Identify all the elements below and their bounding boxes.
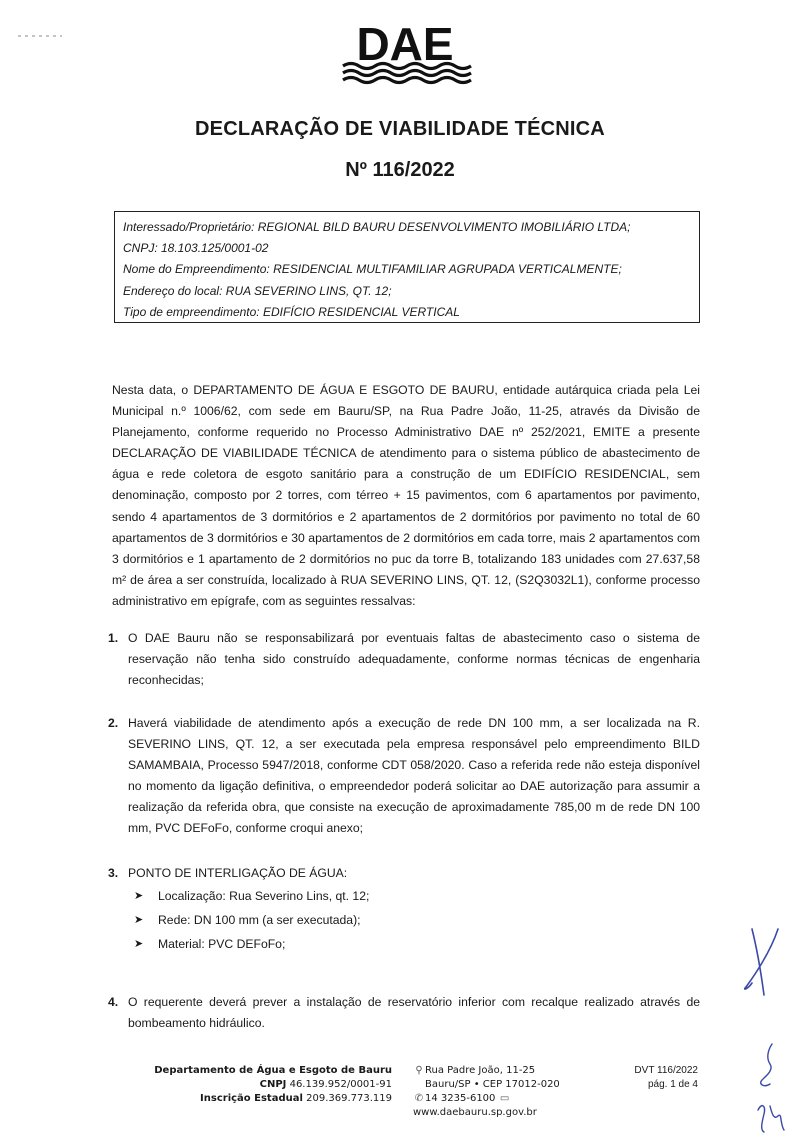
tipo-line: Tipo de empreendimento: EDIFÍCIO RESIDENCIAL VERTICAL (123, 304, 460, 319)
location-pin-icon: ⚲ (415, 1065, 423, 1076)
empreendimento-line: Nome do Empreendimento: RESIDENCIAL MULTIFAMILIAR AGRUPADA VERTICALMENTE; (123, 262, 622, 277)
footer-page-info (600, 1064, 698, 1092)
footer-website[interactable]: www.daebauru.sp.gov.br (413, 1107, 537, 1118)
item-text: O DAE Bauru não se responsabilizará por eventuais faltas de abastecimento caso o sistema de reservação não tenha sido construído adequadamente, conforme normas técnicas de engenharia reconhecidas; (128, 631, 700, 688)
footer-contact (413, 1064, 613, 1120)
document-number: Nº 116/2022 (345, 159, 455, 181)
item-number: 3. (108, 866, 119, 880)
item-text: Haverá viabilidade de atendimento após a execução de rede DN 100 mm, a ser localizada na R. SEVERINO LINS, QT. 12, a ser executada pela empresa responsável pelo empreendimento BILD SAMAMBAIA, Processo 5947/2018, conforme CDT 058/2020. Caso a referida rede não esteja disponível no momento da ligação definitiva, o empreendedor poderá solicitar ao DAE autorização para assumir a realização da referida obra, que consiste na execução de aproximadamente 785,00 m de rede DN 100 mm, PVC DEFoFo, conforme croqui anexo; (128, 716, 700, 836)
endereco-line: Endereço do local: RUA SEVERINO LINS, QT. 12; (123, 283, 392, 298)
arrow-bullet-icon: ➤ (134, 938, 144, 951)
document-title: DECLARAÇÃO DE VIABILIDADE TÉCNICA (195, 118, 605, 140)
item-text: O requerente deverá prever a instalação de reservatório inferior com recalque realizado através de bombeamento hidráulico. (128, 995, 700, 1031)
handwritten-initial (738, 925, 788, 1000)
sub-item-text: Rede: DN 100 mm (a ser executada); (158, 913, 361, 928)
item-number: 4. (108, 995, 119, 1009)
sub-item (134, 932, 700, 956)
item-text: PONTO DE INTERLIGAÇÃO DE ÁGUA: (128, 866, 348, 880)
sub-item-text: Localização: Rua Severino Lins, qt. 12; (158, 889, 370, 904)
footer-ie: 209.369.773.119 (306, 1093, 392, 1104)
dae-logo (337, 22, 473, 88)
list-item (108, 628, 700, 691)
intro-paragraph: Nesta data, o DEPARTAMENTO DE ÁGUA E ESGOTO DE BAURU, entidade autárquica criada pela Lei Municipal n.º 1006/62, com sede em Bauru/SP, na Rua Padre João, 11-25, através da Divisão de Planejamento, conforme requerido no Processo Administrativo DAE nº 252/2021, EMITE a presente DECLARAÇÃO DE VIABILIDADE TÉCNICA de atendimento para o sistema público de abastecimento de água e rede coletora de esgoto sanitário para a construção de um EDIFÍCIO RESIDENCIAL, sem denominação, composto por 2 torres, com térreo + 15 pavimentos, com 6 apartamentos por pavimento, sendo 4 apartamentos de 3 dormitórios e 2 apartamentos de 2 dormitórios por pavimento no total de 60 apartamentos de 3 dormitórios e 30 apartamentos de 2 dormitórios em cada torre, mais 2 apartamentos com 3 dormitórios e 1 apartamento de 2 dormitórios no puc da torre B, totalizando 183 unidades com 27.637,58 m² de área a ser construída, localizado à RUA SEVERINO LINS, QT. 12, (S2Q3032L1), conforme processo administrativo em epígrafe, com as seguintes ressalvas: (112, 383, 700, 608)
applicant-info-box (114, 211, 700, 323)
list-item (108, 992, 700, 1034)
footer-cnpj-label: CNPJ (259, 1079, 287, 1090)
list-item (108, 863, 700, 956)
interessado-line: Interessado/Proprietário: REGIONAL BILD BAURU DESENVOLVIMENTO IMOBILIÁRIO LTDA; (123, 220, 631, 234)
footer-cnpj: 46.139.952/0001-91 (289, 1079, 392, 1090)
footer-doc-ref: DVT 116/2022 (634, 1065, 698, 1076)
handwritten-signature (752, 1040, 788, 1140)
item-number: 2. (108, 716, 119, 730)
footer-page-number: pág. 1 de 4 (647, 1079, 698, 1090)
footer-address1: Rua Padre João, 11-25 (425, 1065, 536, 1076)
footer-address2: Bauru/SP • CEP 17012-020 (425, 1079, 560, 1090)
scan-mark (18, 33, 62, 39)
footer-org-info (120, 1064, 392, 1106)
footer-ie-label: Inscrição Estadual (200, 1093, 303, 1104)
phone-icon: ✆ (414, 1093, 424, 1104)
arrow-bullet-icon: ➤ (134, 890, 144, 903)
sub-item (134, 908, 700, 932)
cnpj-line: CNPJ: 18.103.125/0001-02 (123, 241, 269, 256)
footer-org-name: Departamento de Água e Esgoto de Bauru (154, 1065, 392, 1076)
logo-text: DAE (356, 22, 454, 70)
item-number: 1. (108, 631, 119, 645)
computer-icon: ▭ (499, 1093, 510, 1104)
sub-item (134, 884, 700, 908)
sub-item-text: Material: PVC DEFoFo; (158, 937, 286, 952)
list-item (108, 713, 700, 840)
footer-phone: 14 3235-6100 (425, 1093, 496, 1104)
arrow-bullet-icon: ➤ (134, 914, 144, 927)
